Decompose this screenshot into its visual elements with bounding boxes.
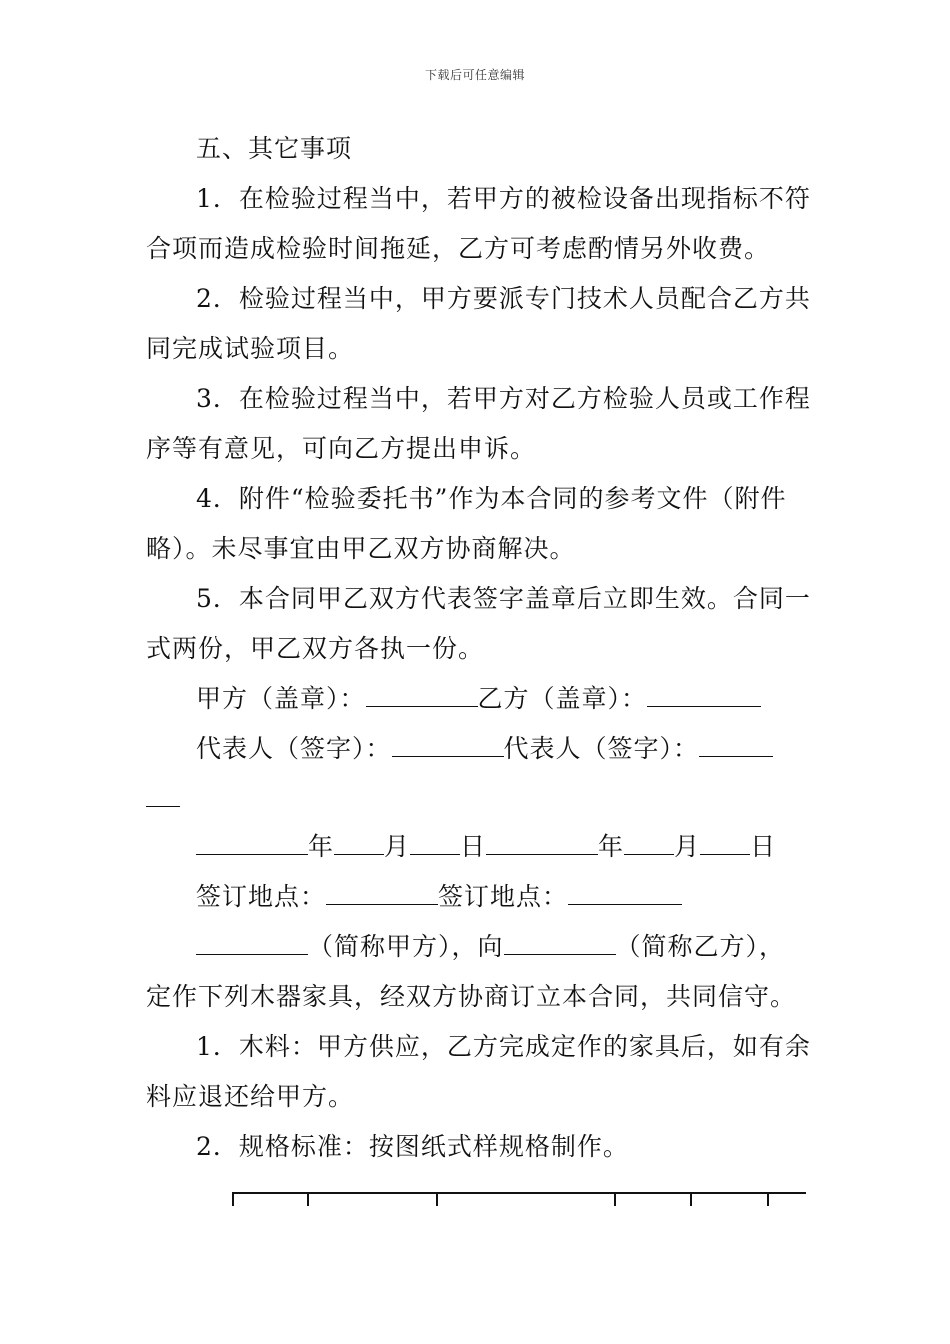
item-4-line-1: 4．附件“检验委托书”作为本合同的参考文件（附件 xyxy=(196,484,787,513)
place-a-blank xyxy=(326,882,438,905)
table-column-divider xyxy=(614,1192,616,1206)
item-1-line-2: 合项而造成检验时间拖延，乙方可考虑酌情另外收费。 xyxy=(146,234,771,263)
month-a-blank xyxy=(334,832,384,855)
day-b-blank xyxy=(700,832,750,855)
item-1-line-1: 1．在检验过程当中，若甲方的被检设备出现指标不符 xyxy=(196,184,811,213)
table-top-border xyxy=(232,1192,806,1194)
item-2-line-2: 同完成试验项目。 xyxy=(146,334,355,363)
item-3-line-1: 3．在检验过程当中，若甲方对乙方检验人员或工作程 xyxy=(196,384,811,413)
party-b-seal-blank xyxy=(647,684,761,707)
item-3-line-2: 序等有意见，可向乙方提出申诉。 xyxy=(146,434,537,463)
party-a-seal-blank xyxy=(366,684,478,707)
year-a-blank xyxy=(196,832,308,855)
party-b-name-blank xyxy=(504,932,616,955)
item-5-line-1: 5．本合同甲乙双方代表签字盖章后立即生效。合同一 xyxy=(196,584,811,613)
place-b-blank xyxy=(568,882,682,905)
table-column-divider xyxy=(232,1192,234,1206)
section-heading: 五、其它事项 xyxy=(196,134,353,163)
contract-intro-line-2: 定作下列木器家具，经双方协商订立本合同，共同信守。 xyxy=(146,982,797,1011)
intro-part-a: （简称甲方），向 xyxy=(308,932,504,961)
day-a-label: 日 xyxy=(460,832,487,861)
table-column-divider xyxy=(436,1192,438,1206)
month-b-blank xyxy=(624,832,674,855)
contract-intro-line-1 xyxy=(196,932,785,962)
rep-b-label: 代表人（签字）： xyxy=(503,734,700,763)
table-column-divider xyxy=(690,1192,692,1206)
item-4-line-2: 略）。未尽事宜由甲乙双方协商解决。 xyxy=(146,534,576,563)
day-b-label: 日 xyxy=(750,832,777,861)
day-a-blank xyxy=(410,832,460,855)
place-line xyxy=(196,882,682,912)
party-b-seal-label: 乙方（盖章）： xyxy=(477,684,648,713)
item-2-line-1: 2．检验过程当中，甲方要派专门技术人员配合乙方共 xyxy=(196,284,811,313)
header-note: 下载后可任意编辑 xyxy=(424,68,525,82)
rep-a-blank xyxy=(392,734,504,757)
place-b-label: 签订地点： xyxy=(438,882,569,911)
date-line xyxy=(196,832,776,862)
rep-b-blank xyxy=(699,734,773,757)
rep-b-blank-wrap xyxy=(146,806,180,807)
year-b-label: 年 xyxy=(598,832,625,861)
rep-line xyxy=(196,734,773,764)
year-a-label: 年 xyxy=(308,832,335,861)
item-5-line-2: 式两份，甲乙双方各执一份。 xyxy=(146,634,485,663)
table-column-divider xyxy=(767,1192,769,1206)
month-a-label: 月 xyxy=(384,832,411,861)
contract-item-1-line-1: 1．木料：甲方供应，乙方完成定作的家具后，如有余 xyxy=(196,1032,811,1061)
rep-a-label: 代表人（签字）： xyxy=(196,734,392,763)
party-a-name-blank xyxy=(196,932,308,955)
contract-item-1-line-2: 料应退还给甲方。 xyxy=(146,1082,355,1111)
table-column-divider xyxy=(307,1192,309,1206)
contract-item-2: 2．规格标准：按图纸式样规格制作。 xyxy=(196,1132,629,1161)
month-b-label: 月 xyxy=(674,832,701,861)
seal-line xyxy=(196,684,761,714)
intro-part-b: （简称乙方）， xyxy=(615,932,786,961)
party-a-seal-label: 甲方（盖章）： xyxy=(196,684,366,713)
year-b-blank xyxy=(486,832,598,855)
place-a-label: 签订地点： xyxy=(196,882,327,911)
